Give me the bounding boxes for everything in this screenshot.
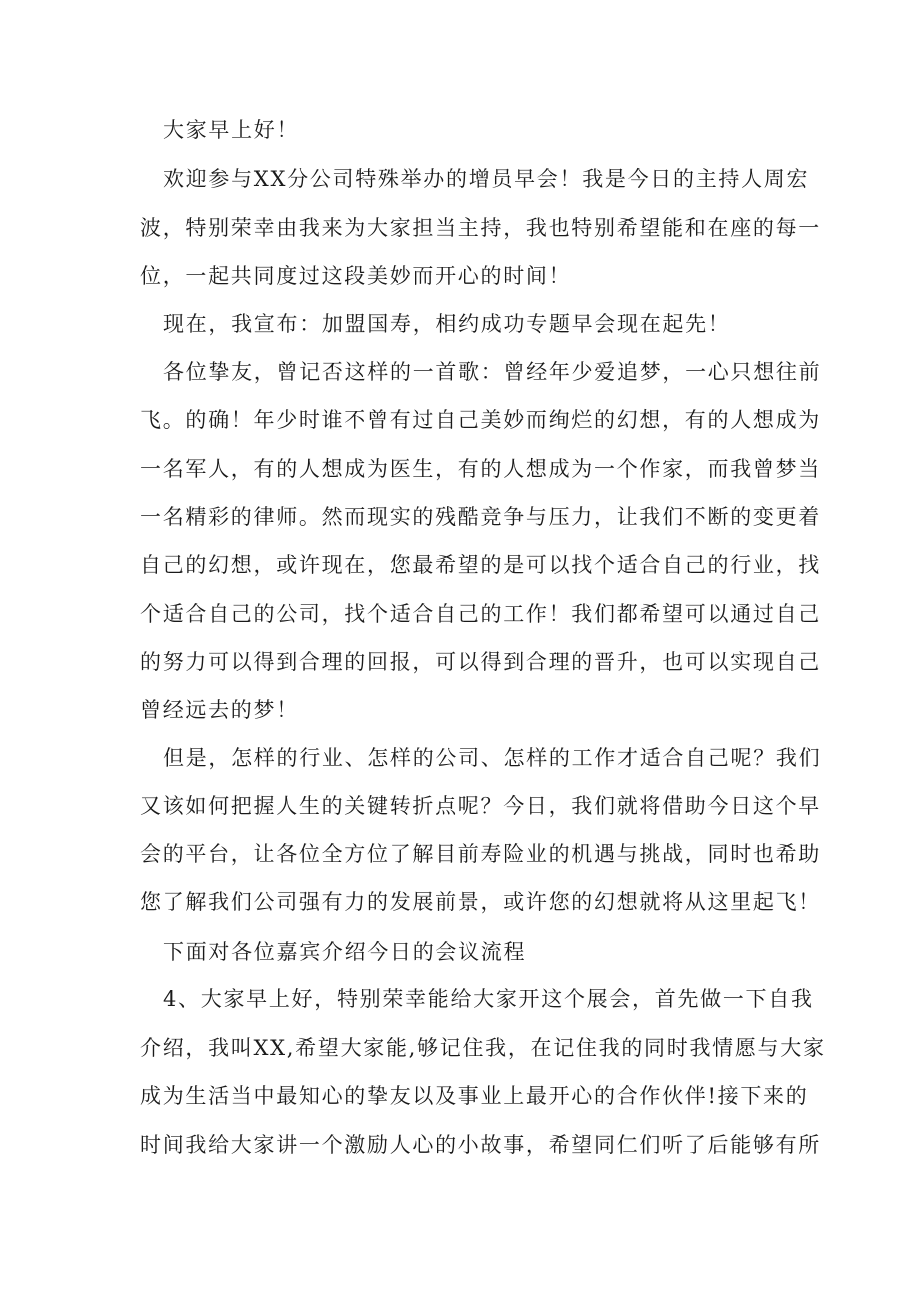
text-line: 飞。的确！年少时谁不曾有过自己美妙而绚烂的幻想，有的人想成为 bbox=[140, 408, 821, 432]
text-line: 成为生活当中最知心的挚友以及事业上最开心的合作伙伴!接下来的 bbox=[140, 1084, 809, 1108]
text-line: 时间我给大家讲一个激励人心的小故事，希望同仁们听了后能够有所 bbox=[140, 1133, 821, 1157]
text-line: 欢迎参与XX分公司特殊举办的增员早会！我是今日的主持人周宏 bbox=[163, 167, 810, 191]
text-line: 各位挚友，曾记否这样的一首歌：曾经年少爱追梦，一心只想往前 bbox=[163, 360, 822, 384]
text-line: 介绍，我叫XX,希望大家能,够记住我，在记住我的同时我情愿与大家 bbox=[140, 1036, 826, 1060]
text-line: 曾经远去的梦！ bbox=[140, 698, 299, 722]
text-line: 会的平台，让各位全方位了解目前寿险业的机遇与挑战，同时也希助 bbox=[140, 842, 821, 866]
text-line: 但是，怎样的行业、怎样的公司、怎样的工作才适合自己呢？我们 bbox=[163, 746, 822, 770]
text-line: 一名精彩的律师。然而现实的残酷竞争与压力，让我们不断的变更着 bbox=[140, 505, 821, 529]
text-line: 大家早上好！ bbox=[163, 118, 300, 142]
text-line: 波，特别荣幸由我来为大家担当主持，我也特别希望能和在座的每一 bbox=[140, 216, 821, 240]
text-line: 下面对各位嘉宾介绍今日的会议流程 bbox=[163, 940, 527, 964]
text-line: 4、大家早上好，特别荣幸能给大家开这个展会，首先做一下自我 bbox=[163, 987, 814, 1011]
text-line: 又该如何把握人生的关键转折点呢？今日，我们就将借助今日这个早 bbox=[140, 794, 821, 818]
text-line: 个适合自己的公司，找个适合自己的工作！我们都希望可以通过自己 bbox=[140, 602, 821, 626]
text-line: 现在，我宣布：加盟国寿，相约成功专题早会现在起先！ bbox=[163, 312, 731, 336]
text-line: 位，一起共同度过这段美妙而开心的时间！ bbox=[140, 264, 572, 288]
text-line: 一名军人，有的人想成为医生，有的人想成为一个作家，而我曾梦当 bbox=[140, 457, 821, 481]
text-line: 您了解我们公司强有力的发展前景，或许您的幻想就将从这里起飞！ bbox=[140, 890, 821, 914]
text-line: 自己的幻想，或许现在，您最希望的是可以找个适合自己的行业，找 bbox=[140, 553, 821, 577]
text-line: 的努力可以得到合理的回报，可以得到合理的晋升，也可以实现自己 bbox=[140, 650, 821, 674]
